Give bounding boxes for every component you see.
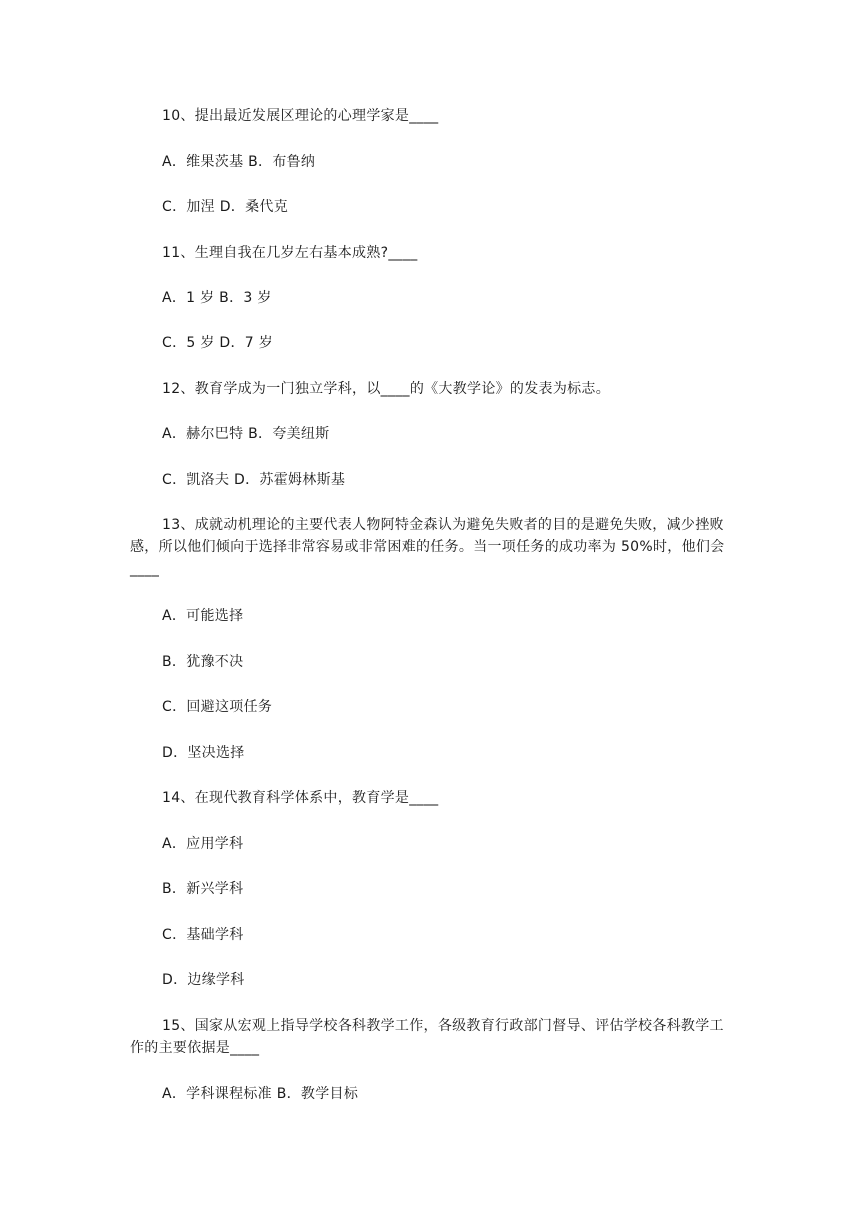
question-14-stem: 14、在现代教育科学体系中，教育学是____ — [162, 790, 439, 806]
question-14-option-c: C．基础学科 — [162, 927, 244, 943]
question-15-options-ab: A．学科课程标准 B．教学目标 — [162, 1086, 359, 1102]
question-15-stem: 15、国家从宏观上指导学校各科教学工作，各级教育行政部门督导、评估学校各科教学工作的主要依据是____ — [130, 1018, 724, 1056]
question-12-options-cd: C．凯洛夫 D．苏霍姆林斯基 — [162, 472, 346, 488]
question-12-options-ab: A．赫尔巴特 B．夸美纽斯 — [162, 426, 330, 442]
question-13-option-b: B．犹豫不决 — [162, 654, 244, 670]
question-14-option-a: A．应用学科 — [162, 836, 244, 852]
question-13-stem: 13、成就动机理论的主要代表人物阿特金森认为避免失败者的目的是避免失败，减少挫败感，所以他们倾向于选择非常容易或非常困难的任务。当一项任务的成功率为 50%时，他们会____ — [130, 517, 725, 577]
question-13-option-d: D．坚决选择 — [162, 745, 245, 761]
question-11-stem: 11、生理自我在几岁左右基本成熟?____ — [162, 245, 418, 261]
question-10-options-ab: A．维果茨基 B．布鲁纳 — [162, 154, 316, 170]
question-13-option-a: A．可能选择 — [162, 608, 244, 624]
question-11-options-cd: C．5 岁 D．7 岁 — [162, 335, 274, 351]
question-13-option-c: C．回避这项任务 — [162, 699, 273, 715]
question-14-option-b: B．新兴学科 — [162, 881, 244, 897]
question-14-option-d: D．边缘学科 — [162, 972, 245, 988]
question-12-stem: 12、教育学成为一门独立学科，以____的《大教学论》的发表为标志。 — [162, 381, 611, 397]
question-10-stem: 10、提出最近发展区理论的心理学家是____ — [162, 108, 439, 124]
question-10-options-cd: C．加涅 D．桑代克 — [162, 199, 289, 215]
question-11-options-ab: A．1 岁 B．3 岁 — [162, 290, 272, 306]
